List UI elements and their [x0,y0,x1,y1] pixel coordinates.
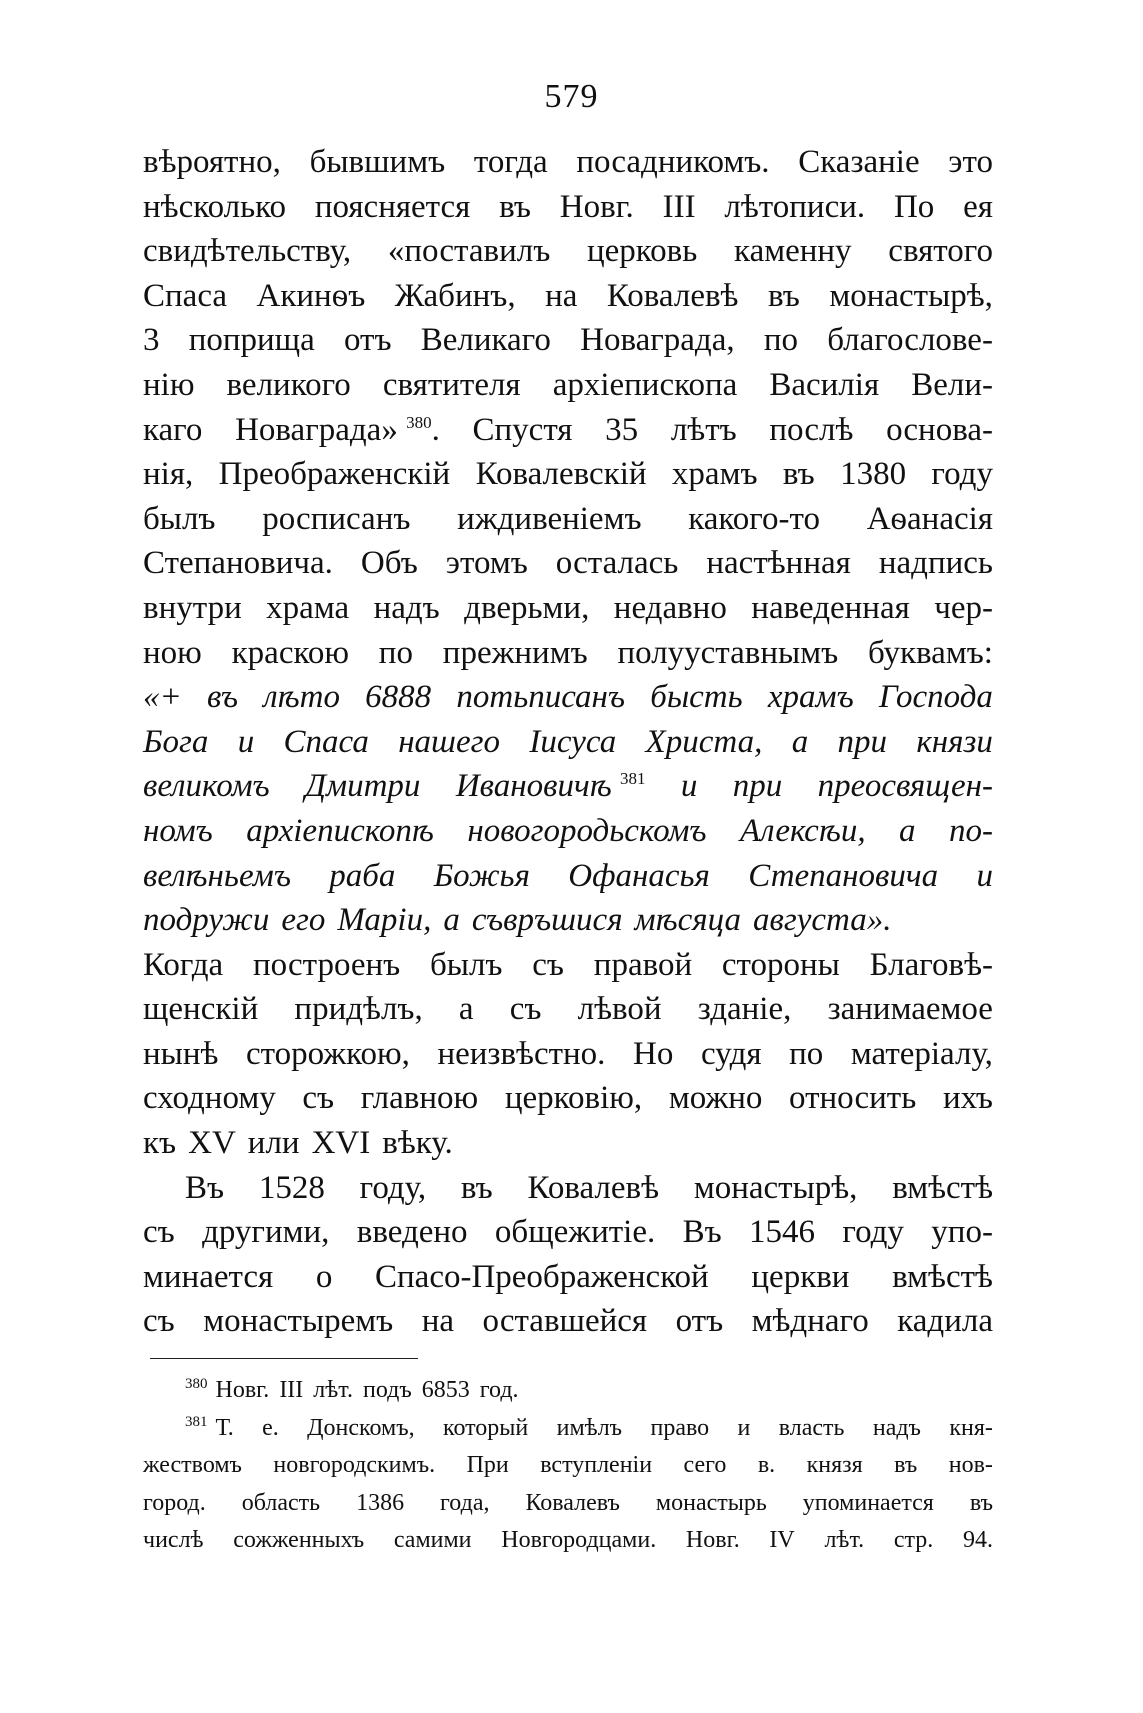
word: общежитіе. [494,1214,656,1251]
word: къ [143,1125,177,1162]
word: нію [143,366,195,403]
text-line [143,541,993,586]
word: этомъ [445,545,528,582]
word: $^{380}$ Новг. [185,1376,270,1403]
word: Степановича [748,857,939,894]
word: матеріалу, [850,1035,993,1072]
word: По [893,188,935,225]
word: Христа, [645,723,763,760]
word: ною [143,634,202,671]
footnotes [143,1372,993,1560]
word: нія, [143,456,194,493]
word: относить [789,1080,917,1117]
word: главною [360,1080,479,1117]
footnote-line [143,1447,993,1485]
word: съ [302,1080,335,1117]
word: ихъ [942,1080,993,1117]
word: благослове- [827,322,993,359]
word: великого [226,366,351,403]
word: 6888 [365,679,432,716]
word: стороны [721,946,840,983]
word: введено [356,1214,468,1251]
text-line [143,274,993,319]
word: Новгородцами. [501,1527,657,1553]
word: раба [329,857,396,894]
text-line [143,1299,993,1344]
word: въ [969,1489,993,1516]
word: 6853 [421,1377,470,1403]
word: монастырь [655,1489,767,1516]
word: Спаса [283,723,369,760]
word: Ковалевѣ [527,1169,660,1206]
word: Маріи, [337,902,432,939]
word: году [931,456,993,493]
text-line [143,764,993,809]
word: каменну [734,233,852,270]
word: преосвящен- [817,768,993,805]
word: III [279,1377,304,1403]
word: Въ [682,1214,722,1251]
word: Объ [360,545,418,582]
footnote-line [143,1485,993,1523]
word: Бога [143,723,209,760]
word: занимаемое [827,991,993,1028]
word: Сказаніе [798,144,920,180]
word: въ [894,1452,918,1478]
word: по [378,634,413,671]
word: Господа [878,679,993,716]
word: нов- [948,1452,993,1478]
word: по [789,1035,824,1072]
word: Донскомъ, [307,1414,415,1441]
text-line [143,229,993,274]
word: церковію, [504,1080,643,1117]
word: мѣднаго [751,1303,869,1340]
word: въ [782,456,815,493]
word: Новаграда» $^{380}$. [235,411,440,448]
word: храма [266,589,350,626]
word: буквамъ: [867,634,993,671]
footnote-number: 381 [185,1413,208,1430]
word: вѣку. [382,1125,453,1162]
word: дверьми, [464,589,590,626]
word: отъ [675,1303,724,1340]
word: или [247,1125,300,1162]
word: 1546 [749,1214,816,1251]
word: вмѣстѣ [892,1258,993,1295]
word: построенъ [252,946,401,983]
main-text [143,140,993,1344]
word: архіепископѣ [246,812,434,849]
word: какого-то [688,500,820,537]
word: год. [479,1377,519,1403]
word: по [763,322,798,359]
word: по- [949,812,993,849]
word: Спаса [143,277,228,314]
word: подъ [363,1377,412,1403]
word: прежнимъ [442,634,588,671]
word: 94. [963,1527,993,1553]
word: свидѣтельству, [143,233,352,270]
word: въ [206,679,239,716]
word: при [732,768,783,805]
word: Но [633,1035,674,1072]
word: Ковалевѣ [606,277,739,314]
word: новгородскимъ. [273,1452,436,1478]
text-line [143,318,993,363]
footnote-line [143,1410,993,1448]
word: лѣто [263,679,340,716]
word: нѣсколько [143,188,287,225]
text-line [143,943,993,988]
word: зданіе, [697,991,792,1028]
word: святителя [382,366,521,403]
word: имѣлъ [556,1414,623,1441]
word: году, [359,1169,427,1206]
text-line [143,631,993,676]
word: Акинѳъ [256,277,366,314]
word: Новг. [685,1527,740,1553]
word: право [650,1414,710,1441]
word: 1528 [258,1169,325,1206]
word: При [466,1452,509,1478]
word: храмъ [767,679,854,716]
word: года, [440,1489,490,1516]
word: въ [767,277,800,314]
word: жествомъ [143,1452,242,1478]
word: «+ [143,679,182,716]
text-line [143,1032,993,1077]
word: Въ [185,1169,225,1206]
word: вѣроятно, [143,144,281,180]
word: область [241,1489,321,1516]
word: кадила [897,1303,993,1340]
word: лѣвой [577,991,662,1028]
word: лѣтъ [670,411,737,448]
word: князя [806,1452,863,1478]
word: съ [143,1214,175,1251]
word: отъ [343,322,392,359]
word: бысть [650,679,743,716]
word: росписанъ [262,500,411,537]
word: сторожкою, [246,1035,410,1072]
word: а [791,723,809,760]
word: числѣ [143,1527,204,1553]
text-line [143,363,993,408]
word: надъ [872,1414,921,1441]
word: полууставнымъ [617,634,839,671]
word: Великаго [420,322,551,359]
word: въ [499,188,531,225]
word: город. [143,1489,206,1516]
word: Ковалевскій [475,456,647,493]
word: 1380 [840,456,907,493]
word: лѣтописи. [724,188,866,225]
word: самими [393,1527,472,1553]
word: придѣлъ, [294,991,423,1028]
word: Ивановичѣ $^{381}$ [455,768,646,805]
footnote-line [143,1522,993,1560]
text-line [143,1166,993,1211]
word: 3 [143,322,160,359]
word: сожженныхъ [233,1527,365,1553]
word: в. [757,1452,776,1478]
word: храмъ [671,456,758,493]
word: а [443,902,460,939]
word: $^{381}$ Т. [185,1413,234,1441]
word: вмѣстѣ [892,1169,993,1206]
word: въ [460,1169,493,1206]
word: вступленіи [540,1452,653,1478]
word: подружи [143,902,270,939]
word: былъ [143,500,216,537]
word: посадникомъ. [576,144,770,180]
word: церкви [751,1258,850,1295]
word: на [421,1303,455,1340]
word: великомъ [143,768,270,805]
word: поприща [188,322,315,359]
word: монастырѣ, [693,1169,858,1206]
word: и [976,857,993,894]
word: архіепископа [552,366,738,403]
footnote-divider [150,1358,418,1359]
word: осталась [555,545,679,582]
word: съ [532,946,564,983]
word: а [458,991,474,1028]
word: это [948,144,993,180]
text-line [143,408,993,453]
word: съвръшися [471,902,623,939]
word: августа». [753,902,892,939]
word: лѣт. [824,1527,865,1553]
word: Ковалевъ [525,1489,620,1516]
footnote-reference: 381 [619,769,646,789]
word: который [443,1414,529,1441]
word: минается [143,1258,274,1295]
word: можно [668,1080,763,1117]
word: кня- [949,1414,993,1441]
word: новогородьскомъ [467,812,707,849]
text-line [143,185,993,230]
text-line [143,898,993,943]
word: и [237,723,255,760]
word: ея [963,188,993,225]
word: «поставилъ [387,233,551,270]
word: съ [509,991,542,1028]
word: Вели- [911,366,993,403]
word: правой [593,946,693,983]
word: церковь [587,233,698,270]
word: Дмитри [305,768,421,805]
text-line [143,720,993,765]
word: лѣт. [313,1377,353,1403]
word: оставшейся [482,1303,648,1340]
word: III [662,188,696,225]
word: былъ [430,946,503,983]
word: о [315,1258,333,1295]
word: Когда [143,946,224,983]
word: году [842,1214,904,1251]
word: 35 [605,411,639,448]
word: Жабинъ, [394,277,516,314]
word: другими, [202,1214,330,1251]
text-line [143,497,993,542]
word: надпись [878,545,993,582]
word: монастырѣ, [829,277,993,314]
text-line [143,586,993,631]
word: послѣ [769,411,854,448]
word: Аѳанасія [866,500,993,537]
word: щенскій [143,991,259,1028]
word: поясняется [314,188,471,225]
word: монастыремъ [203,1303,394,1340]
word: власть [778,1414,845,1441]
word: Благовѣ- [869,946,993,983]
word: IV [769,1527,795,1553]
word: номъ [143,812,213,849]
word: потьписанъ [456,679,626,716]
word: судя [700,1035,762,1072]
text-line [143,140,993,185]
word: упоминается [802,1489,934,1516]
word: святого [888,233,993,270]
word: каго [143,411,203,448]
word: основа- [886,411,993,448]
word: Спасо-Преображенской [375,1258,709,1295]
word: Офанасья [568,857,710,894]
word: стр. [893,1527,934,1553]
word: велѣньемъ [143,857,291,894]
word: мѣсяца [634,902,742,939]
footnote-line [143,1372,993,1410]
word: и [737,1414,751,1441]
word: внутри [143,589,242,626]
word: Алексѣи, [739,812,866,849]
page-number: 579 [544,78,599,115]
word: XV [188,1125,236,1162]
text-line [143,1121,993,1166]
word: при [837,723,888,760]
text-line [143,1255,993,1300]
text-line [143,1210,993,1255]
word: XVI [311,1125,371,1162]
text-line [143,854,993,899]
word: Новг. [559,188,634,225]
word: Степановича. [143,545,333,582]
word: наведенная [751,589,910,626]
text-line [143,452,993,497]
word: иждивеніемъ [457,500,642,537]
word: краскою [231,634,349,671]
word: е. [262,1414,279,1441]
footnote-reference: 380 [406,412,432,432]
word: на [545,277,578,314]
word: князи [916,723,993,760]
word: его [281,902,326,939]
word: Преображенскій [218,456,451,493]
word: а [899,812,916,849]
word: чер- [934,589,993,626]
word: Василія [769,366,880,403]
word: Іисуса [529,723,617,760]
word: тогда [473,144,548,180]
footnote-number: 380 [185,1376,208,1392]
text-line [143,809,993,854]
text-line [143,987,993,1032]
word: бывшимъ [309,144,446,180]
word: съ [143,1303,175,1340]
word: Новаграда, [580,322,735,359]
word: Спустя [472,411,573,448]
word: сего [683,1452,727,1478]
word: упо- [931,1214,993,1251]
word: нынѣ [143,1035,219,1072]
word: сходному [143,1080,276,1117]
word: настѣнная [706,545,851,582]
word: надъ [373,589,440,626]
text-line [143,1076,993,1121]
word: и [680,768,698,805]
word: недавно [613,589,727,626]
word: неизвѣстно. [437,1035,606,1072]
word: нашего [398,723,500,760]
word: Божья [433,857,530,894]
word: 1386 [356,1489,405,1516]
text-line [143,675,993,720]
